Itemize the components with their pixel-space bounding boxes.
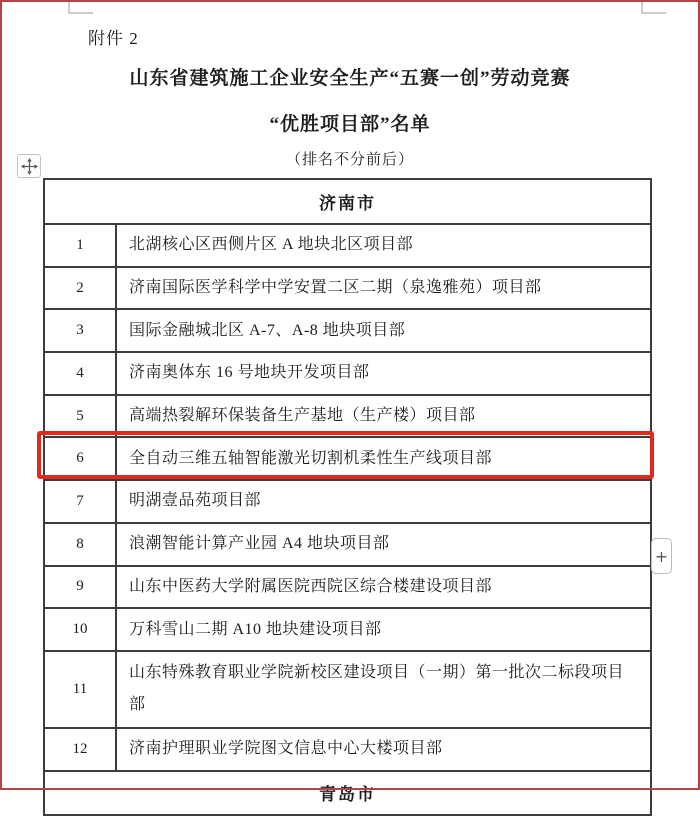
row-project-name: 山东中医药大学附属医院西院区综合楼建设项目部 [129, 577, 493, 595]
row-project-name: 明湖壹品苑项目部 [129, 492, 262, 510]
row-number: 2 [45, 268, 117, 309]
table-row [45, 223, 650, 266]
row-number: 7 [45, 481, 117, 522]
row-project-name: 济南国际医学科学中学安置二区二期（泉逸雅苑）项目部 [129, 279, 542, 297]
table-row [45, 479, 650, 522]
table-row [45, 266, 650, 309]
row-project-name: 万科雪山二期 A10 地块建设项目部 [129, 620, 382, 638]
row-number: 3 [45, 310, 117, 351]
row-project-name: 北湖核心区西侧片区 A 地块北区项目部 [129, 236, 414, 254]
row-project-name: 济南护理职业学院图文信息中心大楼项目部 [129, 740, 443, 758]
row-number: 6 [45, 438, 117, 479]
table-row-next-city [45, 770, 650, 814]
table-row [45, 308, 650, 351]
winners-table [43, 178, 652, 816]
move-handle[interactable] [17, 154, 41, 178]
table-row [45, 607, 650, 650]
page-margin-mark-top-left [68, 0, 93, 14]
table-row [45, 565, 650, 608]
row-number: 8 [45, 524, 117, 565]
row-number: 5 [45, 396, 117, 437]
expand-button[interactable] [651, 538, 672, 574]
plus-icon: + [654, 546, 669, 566]
table-row [45, 394, 650, 437]
table-row [45, 522, 650, 565]
row-number: 9 [45, 567, 117, 608]
document-title-line1: 山东省建筑施工企业安全生产“五赛一创”劳动竞赛 [129, 68, 571, 89]
row-number: 11 [45, 652, 117, 727]
document-subtitle: （排名不分前后） [285, 152, 414, 168]
attachment-label: 附件 2 [88, 29, 139, 48]
row-number: 1 [45, 225, 117, 266]
row-project-name: 国际金融城北区 A-7、A-8 地块项目部 [129, 321, 406, 339]
table-row-highlighted [45, 436, 650, 479]
row-project-name: 济南奥体东 16 号地块开发项目部 [129, 364, 370, 382]
row-project-name: 高端热裂解环保装备生产基地（生产楼）项目部 [129, 407, 476, 425]
row-project-name: 浪潮智能计算产业园 A4 地块项目部 [129, 535, 390, 553]
table-row [45, 351, 650, 394]
city-header-qingdao: 青岛市 [319, 785, 376, 805]
page-margin-mark-top-right [641, 0, 666, 14]
row-number: 12 [45, 729, 117, 770]
table-row [45, 727, 650, 770]
table-row [45, 650, 650, 727]
row-project-name: 山东特殊教育职业学院新校区建设项目（一期）第一批次二标段项目部 [129, 664, 625, 714]
move-cross-icon [21, 158, 38, 175]
row-project-name: 全自动三维五轴智能激光切割机柔性生产线项目部 [129, 449, 493, 467]
row-number: 10 [45, 609, 117, 650]
row-number: 4 [45, 353, 117, 394]
document-title-line2: “优胜项目部”名单 [269, 114, 431, 135]
city-header-jinan: 济南市 [319, 194, 376, 213]
